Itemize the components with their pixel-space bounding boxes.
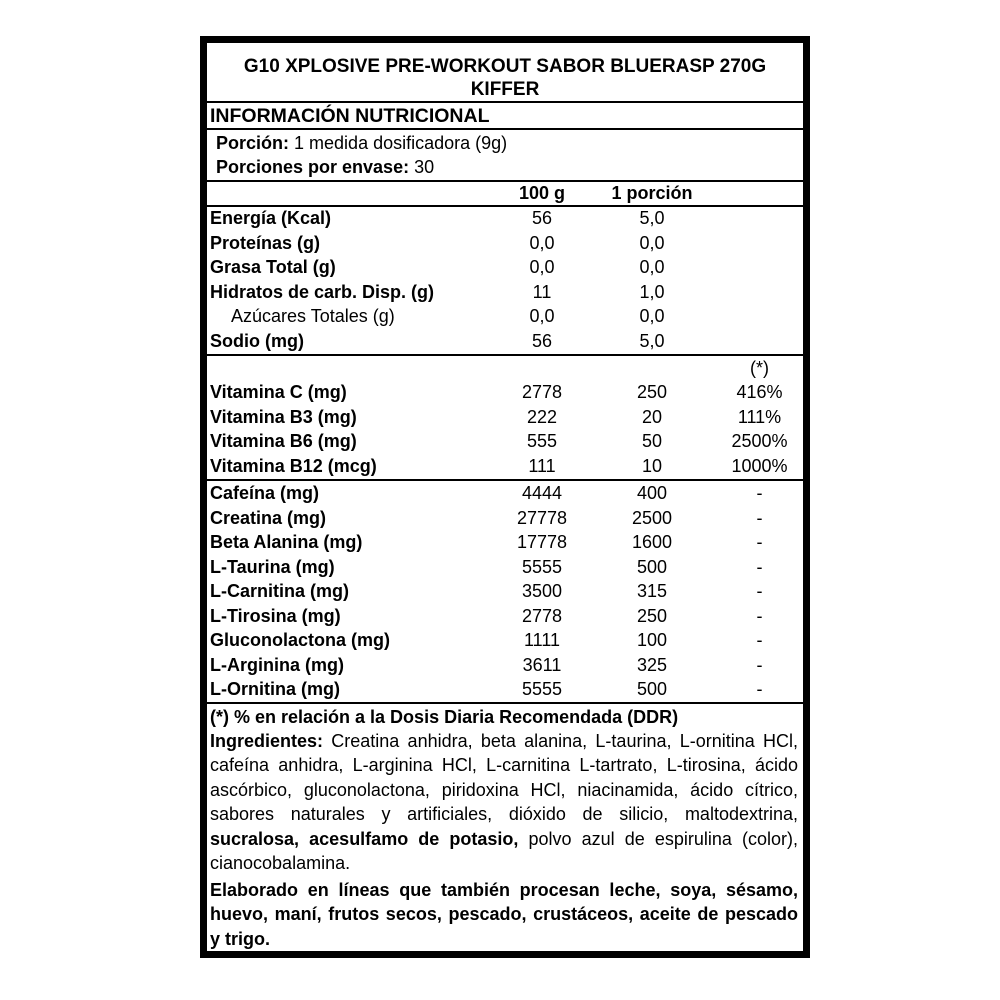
value-ddr: 1000% — [731, 455, 788, 476]
other-nutrient-row — [207, 555, 803, 580]
value-per-100g: 11 — [532, 281, 552, 302]
nutrient-name: Gluconolactona (mg) — [210, 630, 390, 650]
nutrient-name: Grasa Total (g) — [210, 257, 336, 277]
value-per-100g: 5555 — [521, 679, 563, 699]
value-ddr: - — [756, 532, 763, 552]
value-per-portion: 315 — [636, 581, 668, 601]
nutrient-name: Creatina (mg) — [210, 507, 327, 528]
macro-row — [207, 206, 803, 231]
vitamin-row — [207, 454, 803, 479]
ingredients-label: Ingredientes: — [210, 731, 324, 751]
value-ddr: - — [756, 654, 763, 675]
nutrient-name: Sodio (mg) — [210, 330, 304, 351]
nutrient-name: L-Ornitina (mg) — [210, 679, 340, 699]
divider — [207, 128, 803, 130]
value-per-portion: 500 — [636, 556, 668, 577]
other-nutrient-row — [207, 604, 803, 629]
value-per-100g: 222 — [526, 406, 558, 427]
allergens-paragraph: Elaborado en líneas que también procesan leche, soya, sésamo, huevo, maní, frutos secos, pescado, crustáceos, aceite de pescado y trigo. — [210, 880, 798, 949]
portion-row — [216, 131, 507, 155]
value-ddr: - — [756, 507, 763, 528]
value-per-100g: 1111 — [523, 630, 561, 650]
other-nutrient-row — [207, 481, 803, 506]
ingredients-text-end: polvo azul de espirulina (color), cianocobalamina. — [210, 828, 798, 874]
value-per-portion: 20 — [641, 406, 663, 427]
value-per-portion: 400 — [636, 483, 668, 503]
column-header-portion: 1 porción — [611, 183, 693, 203]
value-per-portion: 250 — [636, 382, 668, 402]
product-title-line2: KIFFER — [470, 79, 540, 100]
value-per-100g: 56 — [531, 330, 553, 351]
value-per-100g: 555 — [526, 431, 558, 451]
nutrient-name: Vitamina B3 (mg) — [210, 406, 357, 427]
value-ddr: - — [756, 483, 763, 503]
per-container-value: 30 — [414, 157, 435, 177]
nutrient-name: Cafeína (mg) — [210, 483, 320, 503]
portion-label: Porción: — [216, 133, 290, 153]
other-nutrient-row — [207, 506, 803, 531]
value-per-portion: 10 — [641, 455, 663, 476]
value-ddr: - — [756, 581, 763, 601]
other-nutrient-row — [207, 653, 803, 678]
value-per-100g: 3611 — [522, 654, 562, 675]
macro-row — [207, 304, 803, 329]
macro-row — [207, 329, 803, 354]
macro-row — [207, 231, 803, 256]
nutrient-name: Vitamina C (mg) — [210, 382, 347, 402]
ingredients-sweeteners: sucralosa, acesulfamo de potasio, — [210, 828, 519, 849]
nutrient-name: Proteínas (g) — [210, 232, 321, 253]
column-header-row — [207, 181, 803, 206]
macro-row — [207, 280, 803, 305]
portion-value: 1 medida dosificadora (9g) — [294, 133, 508, 153]
other-nutrient-row — [207, 628, 803, 653]
nutrient-name: L-Taurina (mg) — [210, 556, 335, 577]
value-per-portion: 100 — [636, 630, 668, 650]
nutrient-name: L-Carnitina (mg) — [210, 581, 349, 601]
ddr-header-row — [207, 356, 803, 381]
ingredients-paragraph — [210, 729, 798, 875]
other-nutrient-row — [207, 579, 803, 604]
value-per-100g: 56 — [531, 208, 553, 228]
value-per-100g: 111 — [528, 455, 556, 476]
other-nutrient-row — [207, 530, 803, 555]
divider — [207, 101, 803, 103]
value-ddr: - — [756, 630, 763, 650]
value-per-portion: 2500 — [631, 507, 673, 528]
divider — [207, 702, 803, 704]
value-per-100g: 5555 — [521, 556, 563, 577]
value-per-portion: 0,0 — [639, 232, 665, 253]
ingredients-text: Creatina anhidra, beta alanina, L-taurina, L-ornitina HCl, cafeína anhidra, L-arginina HCl, L-carnitina L-tartrato, L-tirosina, ácido ascórbico, gluconolactona, piridoxina HCl, niacinamida, ácido cítrico, sabores naturales y artificiales, dióxido de silicio, maltodextrina, — [210, 731, 798, 825]
value-per-100g: 17778 — [516, 532, 568, 552]
nutrient-name: Hidratos de carb. Disp. (g) — [210, 281, 435, 302]
value-per-100g: 0,0 — [529, 232, 555, 253]
value-per-portion: 5,0 — [639, 208, 665, 228]
nutrient-name: Beta Alanina (mg) — [210, 532, 363, 552]
ddr-mark: (*) — [750, 358, 769, 378]
vitamin-row — [207, 380, 803, 405]
value-per-portion: 5,0 — [639, 330, 665, 351]
section-header: INFORMACIÓN NUTRICIONAL — [210, 105, 490, 127]
value-per-portion: 0,0 — [639, 306, 665, 326]
footnote: (*) % en relación a la Dosis Diaria Recomendada (DDR) — [210, 707, 679, 727]
value-ddr: - — [756, 605, 763, 626]
nutrient-name: Vitamina B6 (mg) — [210, 431, 357, 451]
nutrient-name: Azúcares Totales (g) — [231, 306, 395, 326]
value-per-100g: 0,0 — [529, 306, 555, 326]
vitamin-row — [207, 429, 803, 454]
other-nutrient-row — [207, 677, 803, 702]
value-per-100g: 2778 — [521, 382, 563, 402]
value-ddr: 416% — [736, 382, 783, 402]
vitamin-row — [207, 405, 803, 430]
value-per-100g: 27778 — [516, 507, 568, 528]
value-per-100g: 0,0 — [529, 257, 555, 277]
value-per-portion: 500 — [636, 679, 668, 699]
value-per-portion: 1,0 — [639, 281, 665, 302]
nutrient-name: L-Arginina (mg) — [210, 654, 344, 675]
value-per-portion: 1600 — [631, 532, 673, 552]
value-per-portion: 250 — [636, 605, 668, 626]
value-ddr: 2500% — [731, 431, 788, 451]
value-per-portion: 0,0 — [639, 257, 665, 277]
value-per-portion: 50 — [641, 431, 663, 451]
column-header-100g: 100 g — [518, 183, 566, 203]
macro-row — [207, 255, 803, 280]
value-ddr: - — [756, 679, 763, 699]
nutrition-label — [200, 36, 810, 958]
product-title-line1: G10 XPLOSIVE PRE-WORKOUT SABOR BLUERASP 270G — [243, 56, 767, 77]
value-per-100g: 3500 — [521, 581, 563, 601]
per-container-label: Porciones por envase: — [216, 157, 410, 177]
per-container-row — [216, 155, 434, 179]
nutrient-name: Energía (Kcal) — [210, 208, 332, 228]
value-per-100g: 2778 — [521, 605, 563, 626]
value-ddr: 111% — [737, 406, 782, 427]
nutrient-name: Vitamina B12 (mcg) — [210, 455, 377, 476]
nutrient-name: L-Tirosina (mg) — [210, 605, 341, 626]
value-per-portion: 325 — [636, 654, 668, 675]
value-per-100g: 4444 — [521, 483, 563, 503]
value-ddr: - — [756, 556, 763, 577]
